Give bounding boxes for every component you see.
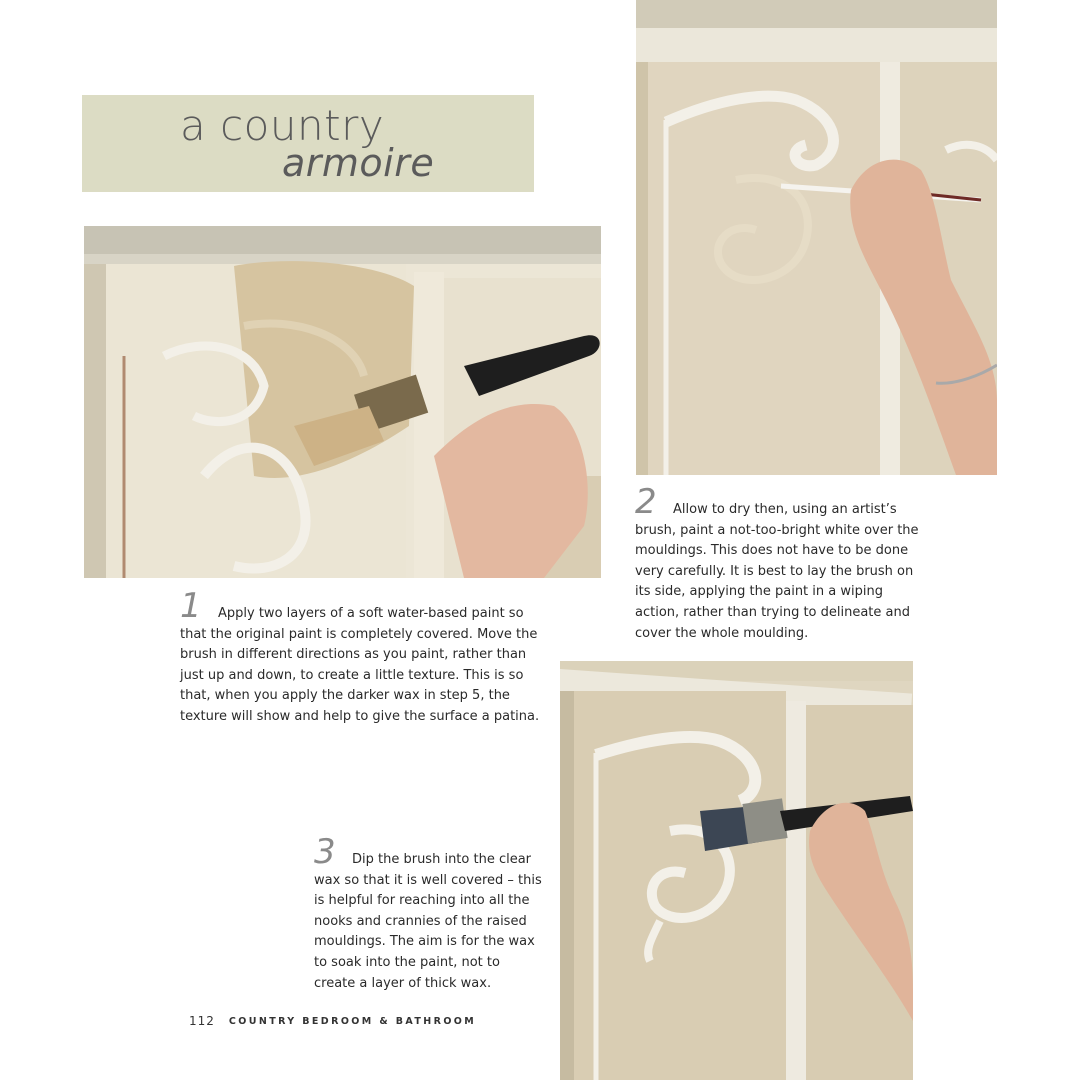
photo-step-3-wax-brush bbox=[560, 661, 913, 1080]
step-3-text bbox=[314, 832, 542, 994]
photo-step-2-artist-brush bbox=[636, 0, 997, 475]
step-1-body: Apply two layers of a soft water-based paint so that the original paint is completely covered. Move the brush in different directions as you paint, rather than just up and down, to create a little texture. This is so that, when you apply the darker wax in step 5, the texture will show and help to give the surface a patina. bbox=[180, 606, 540, 724]
step-3-number: 3 bbox=[314, 832, 336, 872]
photo-step-1-painting bbox=[84, 226, 601, 578]
step-2-number: 2 bbox=[635, 482, 657, 522]
title-line-2: armoire bbox=[282, 141, 435, 185]
step-3-body: Dip the brush into the clear wax so that it is well covered – this is helpful for reaching into all the nooks and crannies of the raised mouldings. The aim is for the wax to soak into the paint, not to create a layer of thick wax. bbox=[314, 852, 542, 991]
title-block bbox=[82, 95, 534, 192]
running-head: COUNTRY BEDROOM & BATHROOM bbox=[228, 1015, 477, 1027]
step-1-text bbox=[180, 586, 540, 728]
step-2-body: Allow to dry then, using an artist’s brush, paint a not-too-bright white over the mouldings. This does not have to be done very carefully. It is best to lay the brush on its side, applying the paint in a wiping action, rather than trying to delineate and cover the whole moulding. bbox=[635, 502, 919, 641]
page-footer bbox=[189, 1013, 476, 1029]
page-number: 112 bbox=[189, 1014, 215, 1028]
step-2-text bbox=[635, 482, 920, 644]
step-1-number: 1 bbox=[180, 586, 202, 626]
title-line-1: a country bbox=[180, 101, 385, 150]
